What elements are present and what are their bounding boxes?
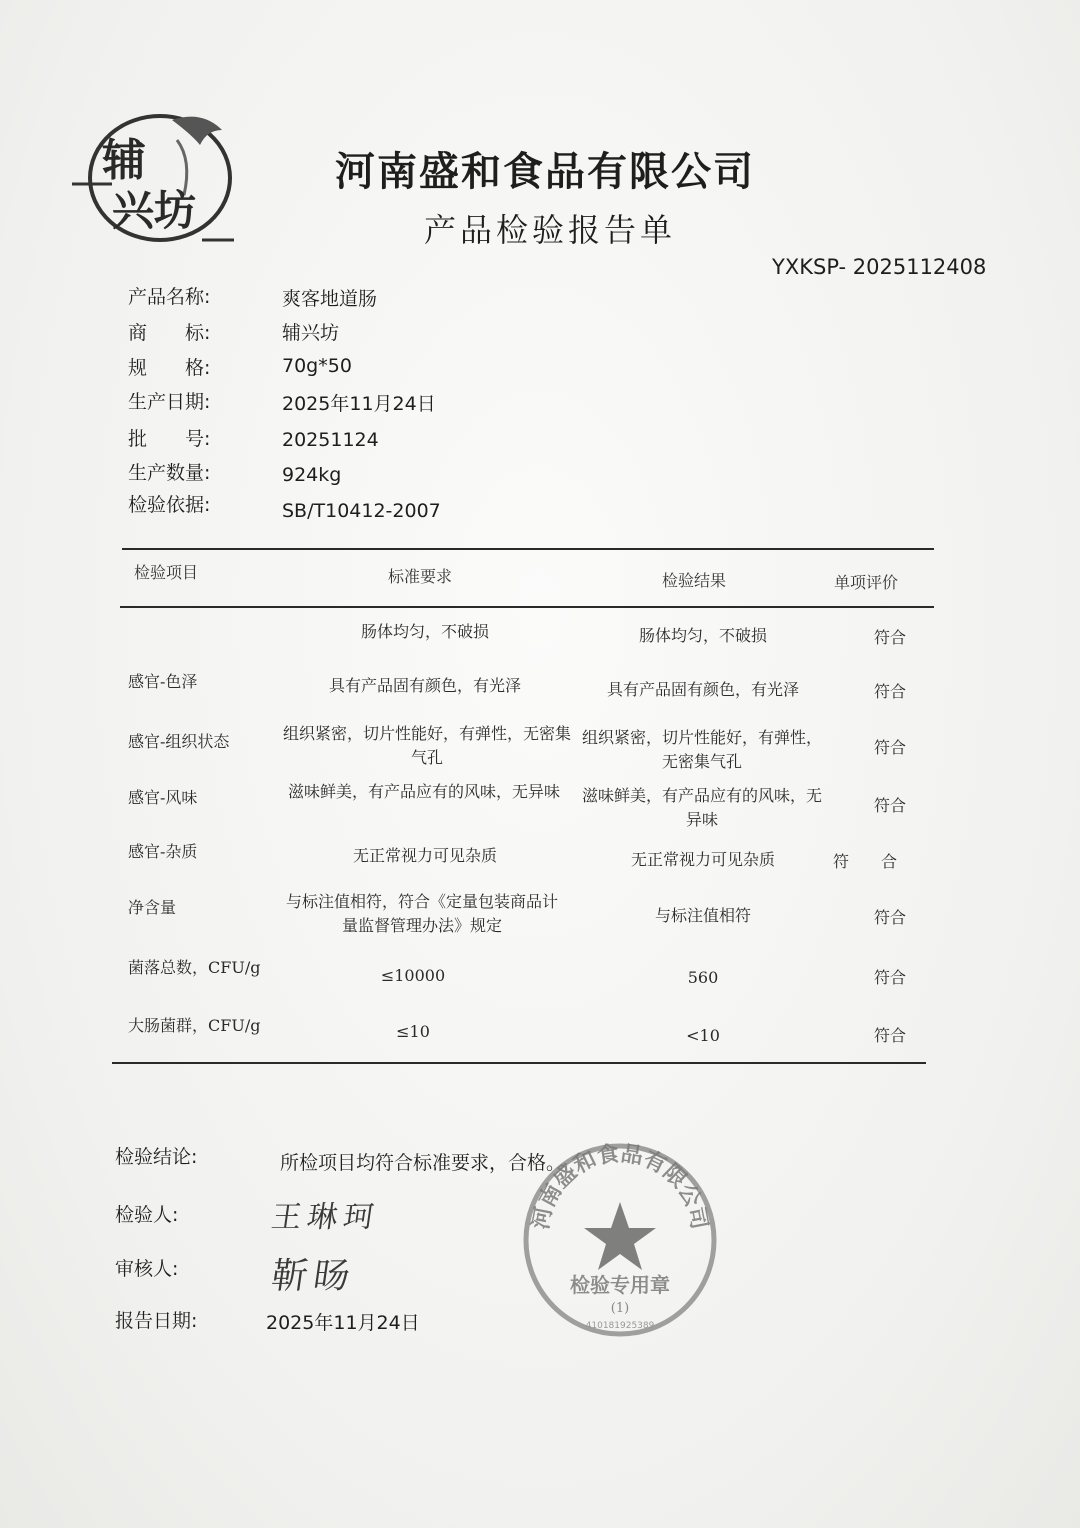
table-header-result: 检验结果 <box>662 571 727 590</box>
table-cell-evaluation: 符合 <box>873 1026 906 1045</box>
company-name: 河南盛和食品有限公司 <box>335 149 755 195</box>
info-label-production-date: 生产日期: <box>128 391 211 413</box>
table-cell-item: 感官-组织状态 <box>128 732 230 751</box>
table-cell-standard: 与标注值相符，符合《定量包装商品计量监督管理办法》规定 <box>285 892 558 935</box>
table-cell-evaluation: 符合 <box>873 682 906 701</box>
table-cell-result: 无正常视力可见杂质 <box>630 850 775 869</box>
table-cell-evaluation: 符合 <box>873 628 906 647</box>
info-label-batch: 批 号: <box>128 428 211 450</box>
info-value-quantity: 924kg <box>282 464 342 486</box>
table-cell-standard: ≤10 <box>396 1022 430 1041</box>
svg-text:兴坊: 兴坊 <box>112 186 197 235</box>
table-cell-result: 组织紧密，切片性能好，有弹性，无密集气孔 <box>582 728 823 771</box>
info-label-brand: 商 标: <box>128 322 211 344</box>
table-cell-result: 滋味鲜美，有产品应有的风味，无异味 <box>582 786 823 829</box>
official-seal <box>520 1140 720 1340</box>
info-value-brand: 辅兴坊 <box>282 322 340 344</box>
table-cell-item: 感官-风味 <box>128 788 198 807</box>
inspector-label: 检验人: <box>115 1204 179 1226</box>
table-cell-result: 560 <box>687 968 719 987</box>
info-value-spec: 70g*50 <box>282 355 352 377</box>
table-cell-item: 净含量 <box>128 898 177 917</box>
table-cell-evaluation: 符合 <box>873 796 906 815</box>
info-value-product: 爽客地道肠 <box>282 288 378 310</box>
seal-number: (1) <box>610 1301 630 1316</box>
table-cell-item: 感官-杂质 <box>128 842 198 861</box>
info-value-batch: 20251124 <box>282 429 379 451</box>
info-label-spec: 规 格: <box>128 357 211 379</box>
table-cell-standard: 无正常视力可见杂质 <box>352 846 497 865</box>
table-cell-standard: 滋味鲜美，有产品应有的风味，无异味 <box>287 782 560 801</box>
reviewer-label: 审核人: <box>115 1258 179 1280</box>
table-cell-evaluation: 符合 <box>873 738 906 757</box>
table-cell-standard: ≤10000 <box>380 966 446 985</box>
table-header-standard: 标准要求 <box>388 567 453 586</box>
info-value-basis: SB/T10412-2007 <box>282 500 441 522</box>
table-cell-result: 肠体均匀，不破损 <box>638 626 767 645</box>
info-label-quantity: 生产数量: <box>128 462 211 484</box>
seal-text: 河南盛和食品有限公司 <box>527 1140 713 1232</box>
table-cell-standard: 组织紧密，切片性能好，有弹性，无密集气孔 <box>282 724 571 767</box>
table-cell-result: <10 <box>686 1026 720 1045</box>
seal-subtext: 检验专用章 <box>570 1273 670 1297</box>
info-value-production-date: 2025年11月24日 <box>282 393 436 415</box>
table-cell-standard: 具有产品固有颜色，有光泽 <box>328 676 521 695</box>
report-number: YXKSP- 2025112408 <box>772 255 987 279</box>
table-cell-item: 菌落总数，CFU/g <box>128 958 261 977</box>
table-bottom-rule <box>112 1062 926 1064</box>
conclusion-label: 检验结论: <box>115 1146 198 1168</box>
svg-text:辅: 辅 <box>102 135 146 186</box>
table-cell-item: 感官-色泽 <box>128 672 198 691</box>
report-date: 2025年11月24日 <box>266 1312 420 1334</box>
table-cell-standard: 肠体均匀，不破损 <box>360 622 489 641</box>
info-label-basis: 检验依据: <box>128 494 211 516</box>
table-top-rule <box>122 548 934 550</box>
table-cell-evaluation: 符合 <box>873 968 906 987</box>
seal-serial: 410181925389 <box>585 1321 655 1331</box>
report-date-label: 报告日期: <box>115 1310 198 1332</box>
table-cell-result: 具有产品固有颜色，有光泽 <box>606 680 799 699</box>
table-header-item: 检验项目 <box>134 563 199 582</box>
table-cell-evaluation: 符 合 <box>832 852 897 871</box>
report-title: 产品检验报告单 <box>423 211 676 249</box>
table-cell-item: 大肠菌群，CFU/g <box>128 1016 261 1035</box>
inspector-signature: 王琳珂 <box>269 1200 382 1235</box>
table-header-rule <box>120 606 934 608</box>
reviewer-signature: 靳旸 <box>268 1256 359 1297</box>
info-label-product: 产品名称: <box>128 286 211 308</box>
table-header-evaluation: 单项评价 <box>834 573 899 592</box>
table-cell-result: 与标注值相符 <box>654 906 751 925</box>
table-cell-evaluation: 符合 <box>873 908 906 927</box>
conclusion-text: 所检项目均符合标准要求，合格。 <box>280 1152 566 1174</box>
